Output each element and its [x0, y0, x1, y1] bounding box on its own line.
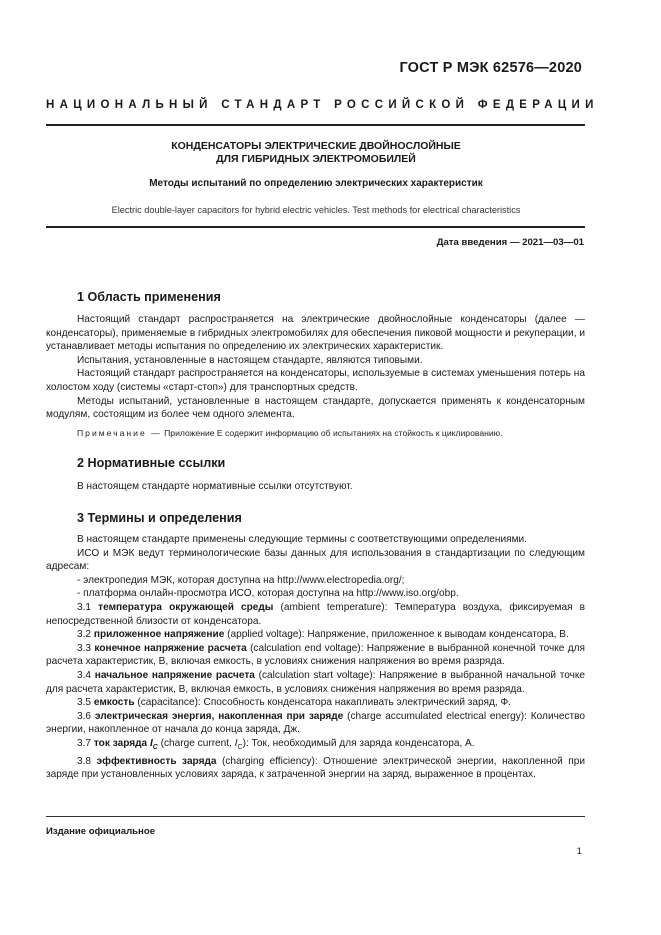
term-3-7: 3.7 ток заряда $I_C$ (charge current, $I_C$): Ток, необходимый для заряда конденсатора, А.: [77, 737, 475, 751]
note: [77, 428, 587, 438]
term-3-5: 3.5 емкость (capacitance): Способность конденсатора накапливать электрический заряд, Ф.: [77, 697, 511, 709]
paragraph: Настоящий стандарт распространяется на конденсаторы, используемые в системах уменьшения потерь на холостом ходу (системы «старт-стоп») для транспортных средств.: [46, 368, 585, 393]
page-number: 1: [576, 846, 582, 857]
list-item: - электропедия МЭК, которая доступна на http://www.electropedia.org/;: [77, 574, 405, 586]
national-standard-banner: НАЦИОНАЛЬНЫЙ СТАНДАРТ РОССИЙСКОЙ ФЕДЕРАЦИИ: [46, 99, 599, 111]
title-line-1: КОНДЕНСАТОРЫ ЭЛЕКТРИЧЕСКИЕ ДВОЙНОСЛОЙНЫЕ: [171, 140, 461, 152]
document-subtitle: Методы испытаний по определению электрических характеристик: [149, 178, 483, 189]
term-3-2: 3.2 приложенное напряжение (applied voltage): Напряжение, приложенное к выводам конденсатора, В.: [77, 629, 569, 641]
paragraph: Испытания, установленные в настоящем стандарте, являются типовыми.: [77, 354, 423, 366]
date-introduced: Дата введения — 2021—03—01: [436, 237, 584, 248]
title-line-2: ДЛЯ ГИБРИДНЫХ ЭЛЕКТРОМОБИЛЕЙ: [216, 153, 416, 165]
edition-label: Издание официальное: [46, 826, 156, 837]
footer-rule: [46, 816, 585, 817]
paragraph: ИСО и МЭК ведут терминологические базы данных для использования в стандартизации по следующим адресам:: [46, 547, 585, 573]
paragraph: Методы испытаний, установленные в настоящем стандарте, допускается применять к конденсаторным модулям, состоящим из более чем одного элемента.: [46, 395, 585, 421]
paragraph: В настоящем стандарте нормативные ссылки отсутствуют.: [77, 481, 353, 492]
term-3-8: 3.8 эффективность заряда (charging efficiency): Отношение электрической энергии, накопленной при заряде при установленных условиях заряда, к затраченной энергии на заряд, выраженное в процентах.: [46, 755, 585, 781]
section-2-heading: 2 Нормативные ссылки: [77, 456, 226, 470]
english-title: Electric double-layer capacitors for hybrid electric vehicles. Test methods for electrical characteristics: [111, 205, 521, 215]
section-1-body: [46, 313, 585, 422]
header-rule: [46, 124, 585, 126]
list-item: - платформа онлайн-просмотра ИСО, которая доступна на http://www.iso.org/obp.: [77, 588, 459, 600]
document-title: [46, 140, 586, 166]
paragraph: Настоящий стандарт распространяется на электрические двойнослойные конденсаторы (далее — конденсаторы), применяемые в гибридных электромобилях для обеспечения пиковой мощности и рекуперации, и устанавливает методы испытания по определению их электрических характеристик.: [46, 314, 585, 353]
standard-code: ГОСТ Р МЭК 62576—2020: [399, 60, 582, 76]
term-3-4: 3.4 начальное напряжение расчета (calculation start voltage): Напряжение в выбранной начальной точке для расчета характеристик, В, включая емкость, в условиях снижения напряжения во время разряда.: [46, 669, 586, 695]
section-3-heading: 3 Термины и определения: [77, 511, 242, 525]
title-rule: [46, 226, 585, 228]
term-3-1: 3.1 температура окружающей среды (ambient temperature): Температура воздуха, фиксируемая в непосредственной близости от конденсатора.: [46, 601, 585, 627]
paragraph: В настоящем стандарте применены следующие термины с соответствующими определениями.: [77, 534, 527, 545]
term-3-6: 3.6 электрическая энергия, накопленная при заряде (charge accumulated electrical energy): Количество энергии, накопленное от начала до конца заряда, Дж.: [46, 710, 585, 736]
section-2-body: [46, 480, 585, 494]
note-text: Приложение Е содержит информацию об испытаниях на стойкость к циклированию.: [164, 428, 503, 438]
section-1-heading: 1 Область применения: [77, 290, 221, 304]
note-label: Примечание —: [77, 428, 162, 438]
term-3-3: 3.3 конечное напряжение расчета (calculation end voltage): Напряжение в выбранной конечной точке для расчета характеристик, В, включая емкость, в условиях снижения напряжения во время разряда.: [46, 642, 586, 668]
section-3-body: [46, 533, 585, 782]
